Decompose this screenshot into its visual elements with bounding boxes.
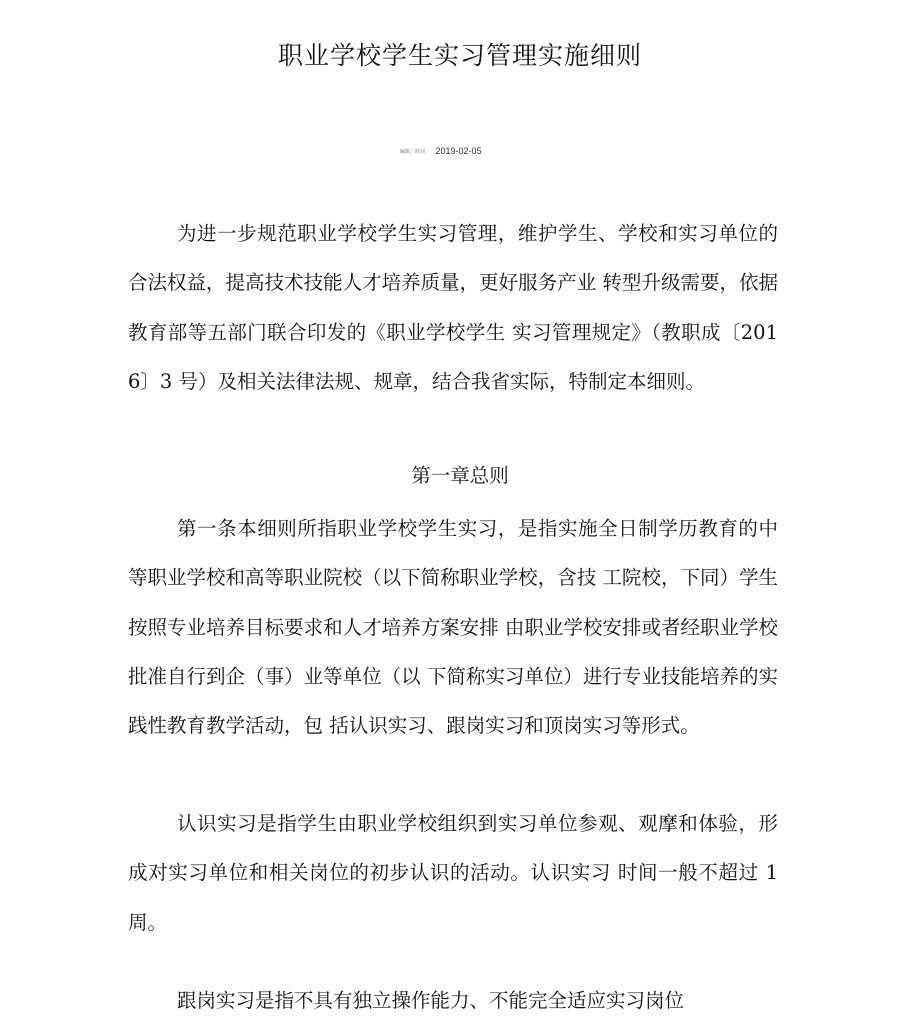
paragraph-block-cognitive-internship: [128, 799, 778, 947]
paragraph-block-shadow-internship: [128, 976, 778, 1025]
meta-label: 编辑：时间: [400, 149, 426, 156]
paragraph-shadow-internship: 跟岗实习是指不具有独立操作能力、不能完全适应实习岗位: [177, 989, 685, 1012]
paragraph-cognitive-internship: 认识实习是指学生由职业学校组织到实习单位参观、观摩和体验，形成对实习单位和相关岗位的初步认识的活动。认识实习 时间一般不超过 1 周。: [128, 812, 778, 934]
publish-date: 2019-02-05: [435, 146, 482, 156]
paragraph-preamble: 为进一步规范职业学校学生实习管理，维护学生、学校和实习单位的合法权益，提高技术技能人才培养质量，更好服务产业 转型升级需要，依据教育部等五部门联合印发的《职业学校学生 实习管理规定》（教职成〔2016〕3 号）及相关法律法规、规章，结合我省实际，特制定本细则。: [128, 222, 778, 393]
document-meta: [400, 146, 482, 156]
paragraph-block-preamble: [128, 209, 778, 406]
paragraph-article-1: 第一条本细则所指职业学校学生实习，是指实施全日制学历教育的中等职业学校和高等职业院校（以下简称职业学校，含技 工院校，下同）学生按照专业培养目标要求和人才培养方案安排 由职业学校安排或者经职业学校批准自行到企（事）业等单位（以 下简称实习单位）进行专业技能培养的实践性教育教学活动，包 括认识实习、跟岗实习和顶岗实习等形式。: [128, 517, 778, 738]
chapter-heading: 第一章总则: [411, 464, 509, 487]
document-title: 职业学校学生实习管理实施细则: [277, 41, 642, 70]
paragraph-block-article-1: [128, 504, 778, 750]
